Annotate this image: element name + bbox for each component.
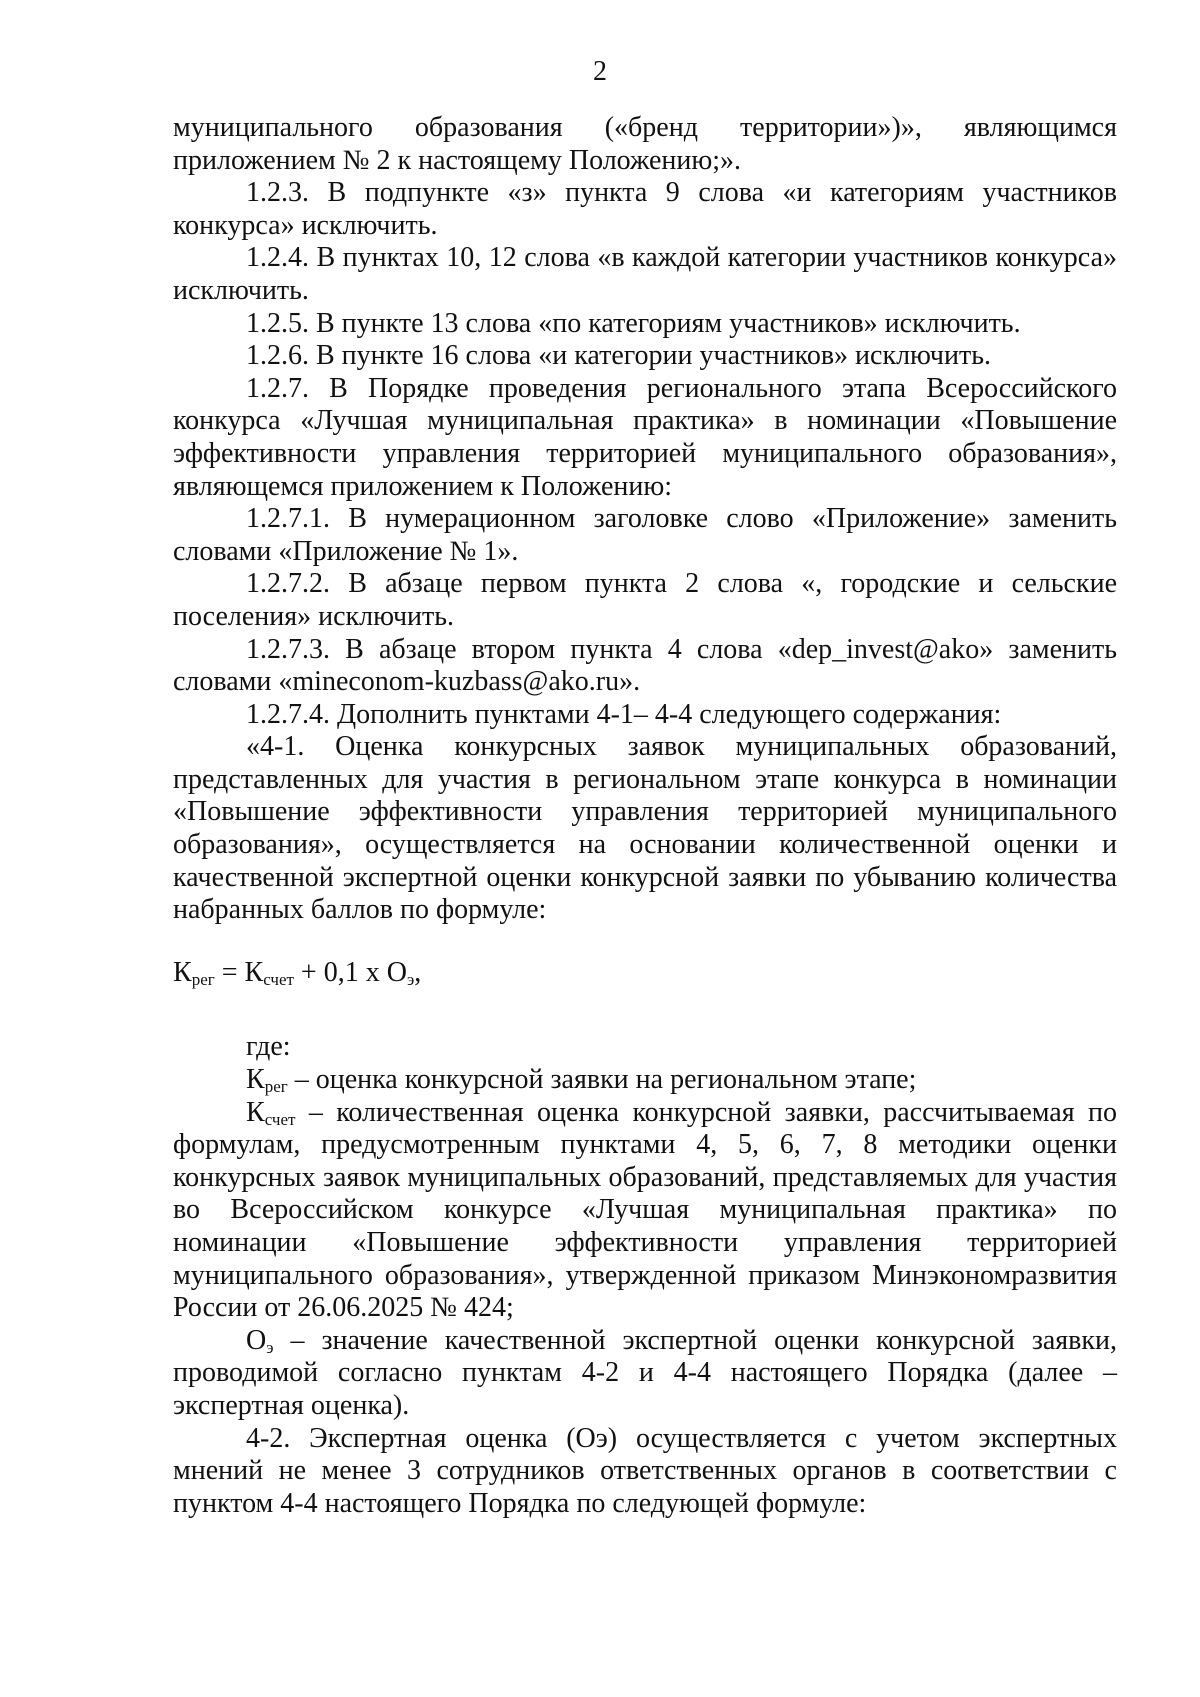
formula-kreg	[173, 957, 1117, 990]
formula-sub-schet: счет	[263, 969, 294, 989]
def-kschet-text: – количественная оценка конкурсной заявки, рассчитываемая по формулам, предусмотренным пунктами 4, 5, 6, 7, 8 методики оценки конкурсных заявок муниципальных образований, представляемых для участия во Всероссийском конкурсе «Лучшая муниципальная практика» по номинации «Повышение эффективности управления территорией муниципального образования», утвержденной приказом Минэкономразвития России от 26.06.2025 № 424;	[173, 1096, 1117, 1324]
formula-sub-e: э	[406, 969, 415, 989]
document-body	[173, 112, 1117, 1520]
paragraph-1-2-6: 1.2.6. В пункте 16 слова «и категории участников» исключить.	[246, 340, 991, 372]
paragraph-1-2-5: 1.2.5. В пункте 13 слова «по категориям участников» исключить.	[246, 307, 1021, 339]
formula-end: ,	[414, 956, 422, 988]
definition-oe	[173, 1325, 1117, 1423]
paragraph-1-2-4: 1.2.4. В пунктах 10, 12 слова «в каждой категории участников конкурса» исключить.	[173, 242, 1117, 306]
paragraph-1-2-7-1: 1.2.7.1. В нумерационном заголовке слово «Приложение» заменить словами «Приложение № 1».	[173, 503, 1117, 567]
def-oe-sub: э	[266, 1337, 274, 1357]
formula-k: К	[173, 956, 192, 988]
def-kschet-sub: счет	[264, 1109, 296, 1129]
paragraph-1-2-7-2: 1.2.7.2. В абзаце первом пункта 2 слова «, городские и сельские поселения» исключить.	[173, 568, 1117, 632]
where-label: где:	[246, 1031, 291, 1063]
formula-plus: + 0,1 х О	[293, 956, 407, 988]
paragraph-1-2-3: 1.2.3. В подпункте «з» пункта 9 слова «и категориям участников конкурса» исключить.	[173, 177, 1117, 241]
def-oe-text: – значение качественной экспертной оценки конкурсной заявки, проводимой согласно пунктам 4-2 и 4-4 настоящего Порядка (далее – экспертная оценка).	[173, 1324, 1117, 1421]
page-number: 2	[593, 56, 607, 87]
paragraph-1-2-7: 1.2.7. В Порядке проведения регионального этапа Всероссийского конкурса «Лучшая муниципальная практика» в номинации «Повышение эффективности управления территорией муниципального образования», являющемся приложением к Положению:	[173, 372, 1117, 502]
def-kreg-symbol: К	[246, 1064, 265, 1096]
def-kschet-symbol: К	[246, 1096, 265, 1128]
paragraph-1-2-7-3: 1.2.7.3. В абзаце втором пункта 4 слова «dep_invest@ako» заменить словами «mineconom-kuzbass@ako.ru».	[173, 633, 1117, 698]
paragraph-1-2-7-4: 1.2.7.4. Дополнить пунктами 4-1– 4-4 следующего содержания:	[246, 698, 1002, 730]
formula-eq: = К	[214, 956, 264, 988]
formula-sub-reg: рег	[191, 969, 215, 989]
paragraph-continuation: муниципального образования («бренд территории»)», являющимся приложением № 2 к настоящему Положению;».	[173, 112, 1117, 176]
def-kreg-text: – оценка конкурсной заявки на региональном этапе;	[287, 1064, 917, 1096]
def-oe-symbol: О	[246, 1324, 267, 1356]
def-kreg-sub: рег	[264, 1077, 288, 1097]
definition-kreg	[173, 1064, 1117, 1097]
definition-kschet	[173, 1097, 1117, 1325]
paragraph-4-1: «4-1. Оценка конкурсных заявок муниципальных образований, представленных для участия в региональном этапе конкурса в номинации «Повышение эффективности управления территорией муниципального образования», осуществляется на основании количественной оценки и качественной экспертной оценки конкурсной заявки по убыванию количества набранных баллов по формуле:	[173, 731, 1117, 926]
paragraph-4-2: 4-2. Экспертная оценка (Оэ) осуществляется с учетом экспертных мнений не менее 3 сотрудников ответственных органов в соответствии с пунктом 4-4 настоящего Порядка по следующей формуле:	[173, 1422, 1117, 1519]
